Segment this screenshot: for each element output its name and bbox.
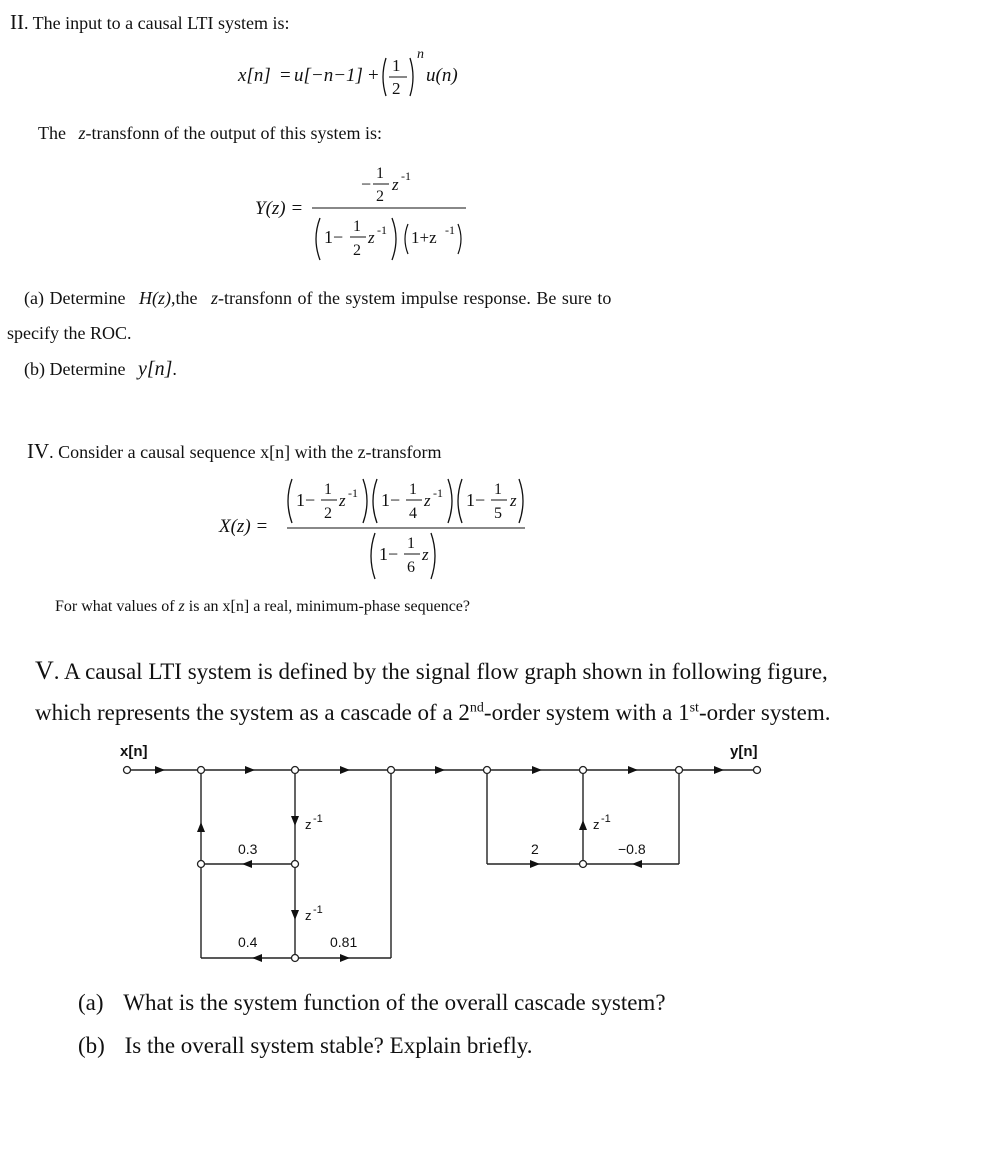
part-a-z: z (210, 288, 218, 308)
problem4-intro: . Consider a causal sequence x[n] with the z-transform (49, 442, 442, 462)
line2-sup1: nd (469, 700, 484, 716)
input-frac-den: 2 (392, 79, 401, 98)
d-one: 1− (379, 544, 399, 564)
arrow-e (628, 766, 638, 774)
node-1 (198, 767, 205, 774)
arrow-03 (242, 860, 252, 868)
part-a-text: -transfonn of the system impulse response. Be sure to (217, 288, 612, 308)
arrow-b (340, 766, 350, 774)
part-b-y: y[n] (137, 358, 173, 380)
node-5 (580, 767, 587, 774)
input-frac-num: 1 (392, 56, 401, 75)
arrow-d (532, 766, 542, 774)
output-den-exp: -1 (377, 223, 387, 237)
node-2 (292, 767, 299, 774)
f1-z: z (339, 491, 346, 510)
arrow-delay1-down (291, 816, 299, 826)
question-text2: is an x[n] a real, minimum-phase sequence? (188, 598, 470, 615)
question-text1: For what values of (55, 598, 175, 615)
output-intro-the: The (38, 123, 66, 143)
problem2-heading (10, 10, 289, 35)
problem2-part-a (24, 288, 611, 309)
f1-one: 1− (296, 490, 316, 510)
problem2-output-equation (250, 158, 480, 266)
x-lhs: X(z) = (219, 516, 269, 537)
node-10 (292, 955, 299, 962)
question-z: z (178, 598, 185, 615)
gain-2: 2 (531, 841, 539, 857)
gain-m08: −0.8 (618, 841, 646, 857)
part-b-dot: . (172, 359, 177, 379)
f1-exp: -1 (348, 486, 358, 500)
p5-b-text: Is the overall system stable? Explain briefly. (124, 1033, 533, 1058)
problem5-line2 (35, 700, 831, 726)
problem2-part-b (24, 358, 177, 381)
problem5-part-b (78, 1033, 533, 1059)
d-den: 6 (407, 559, 415, 576)
problem2-number: II (10, 10, 24, 34)
node-input (124, 767, 131, 774)
f1-num: 1 (324, 481, 332, 498)
output-num-frac-num: 1 (376, 165, 384, 182)
p5-a-label: (a) (78, 990, 104, 1015)
part-b-label: (b) Determine (24, 359, 126, 379)
output-den-one: 1− (324, 227, 344, 247)
label-input: x[n] (120, 743, 148, 760)
part-a-H: H(z) (138, 288, 171, 308)
delay2-exp: -1 (313, 904, 323, 916)
part-a-label: (a) Determine (24, 288, 126, 308)
delay2-z: z (305, 908, 312, 923)
input-equals: = (280, 65, 291, 86)
delay1-exp: -1 (313, 813, 323, 825)
problem2-input-equation (230, 44, 490, 102)
input-plus: + (368, 65, 379, 86)
arrow-04 (252, 954, 262, 962)
node-3 (388, 767, 395, 774)
delay1-z: z (305, 817, 312, 832)
problem5-line1 (35, 656, 828, 686)
line2-b: -order system with a 1 (483, 700, 690, 725)
arrow-left-up (197, 822, 205, 832)
output-num-z: z (392, 175, 399, 194)
problem2-intro: . The input to a causal LTI system is: (24, 13, 290, 33)
f3-den: 5 (494, 505, 502, 522)
arrow-2 (530, 860, 540, 868)
arrow-out (714, 766, 724, 774)
label-output: y[n] (730, 743, 758, 760)
problem5-number: V (35, 656, 54, 685)
signal-flow-graph (0, 730, 988, 970)
gain-03: 0.3 (238, 841, 258, 857)
d-num: 1 (407, 535, 415, 552)
f2-num: 1 (409, 481, 417, 498)
output-den-z: z (368, 228, 375, 247)
output-den-frac-den: 2 (353, 242, 361, 259)
output-num-exp: -1 (401, 169, 411, 183)
output-den-factor2: 1+z (411, 228, 437, 247)
arrow-081 (340, 954, 350, 962)
arrow-delay2-down (291, 910, 299, 920)
output-intro-text: -transfonn of the output of this system is: (85, 123, 382, 143)
f2-exp: -1 (433, 486, 443, 500)
arrow-a (245, 766, 255, 774)
line2-a: which represents the system as a cascade of a 2 (35, 700, 470, 725)
f2-z: z (424, 491, 431, 510)
f2-one: 1− (381, 490, 401, 510)
delay3-exp: -1 (601, 813, 611, 825)
delay3-z: z (593, 817, 600, 832)
arrow-in (155, 766, 165, 774)
problem5-line1-text: . A causal LTI system is defined by the signal flow graph shown in following figure, (53, 659, 828, 684)
problem5-part-a (78, 990, 666, 1016)
node-output (754, 767, 761, 774)
line2-sup2: st (689, 700, 699, 716)
output-num-frac-den: 2 (376, 188, 384, 205)
problem2-output-intro (38, 123, 382, 144)
problem4-question (55, 598, 470, 616)
node-4 (484, 767, 491, 774)
input-exponent: n (417, 47, 424, 62)
node-8 (292, 861, 299, 868)
f2-den: 4 (409, 505, 417, 522)
gain-04: 0.4 (238, 934, 258, 950)
problem4-number: IV (27, 439, 50, 463)
part-a-the: ,the (170, 288, 198, 308)
f3-z: z (510, 491, 517, 510)
problem4-heading (27, 439, 442, 464)
gain-081: 0.81 (330, 934, 358, 950)
output-num-minus: − (361, 174, 372, 194)
output-lhs: Y(z) = (255, 198, 304, 219)
f1-den: 2 (324, 505, 332, 522)
line2-c: -order system. (698, 700, 831, 725)
node-6 (676, 767, 683, 774)
p5-a-text: What is the system function of the overall cascade system? (123, 990, 666, 1015)
arrow-c (435, 766, 445, 774)
node-9 (580, 861, 587, 868)
problem2-part-a-cont: specify the ROC. (7, 323, 132, 343)
input-term2: u(n) (426, 65, 458, 86)
f3-one: 1− (466, 490, 486, 510)
problem4-equation (215, 474, 535, 586)
p5-b-label: (b) (78, 1033, 105, 1058)
output-den-frac-num: 1 (353, 218, 361, 235)
node-7 (198, 861, 205, 868)
arrow-m08 (632, 860, 642, 868)
output-intro-z: z (78, 123, 86, 143)
d-z: z (422, 545, 429, 564)
input-lhs: x[n] (238, 65, 271, 86)
input-term1: u[−n−1] (294, 65, 363, 86)
arrow-right-delay-up (579, 820, 587, 830)
f3-num: 1 (494, 481, 502, 498)
output-den-factor2-exp: -1 (445, 223, 455, 237)
